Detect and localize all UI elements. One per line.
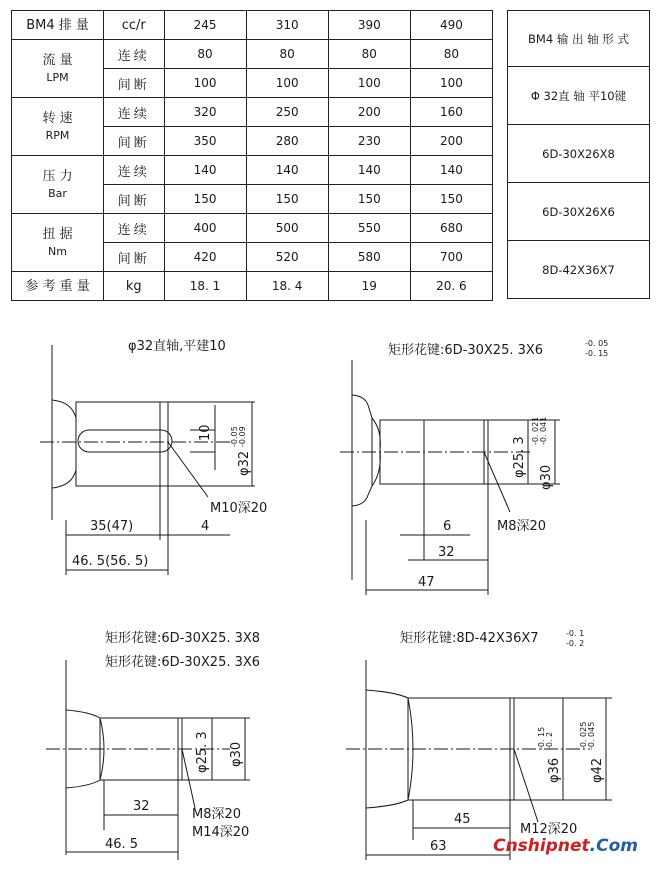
- shaft-option: 8D-42X36X7: [508, 241, 650, 299]
- table-cell: 500: [246, 214, 328, 243]
- row-sub-label: 连续: [104, 214, 164, 243]
- tolerance-label: -0. 2: [545, 731, 554, 750]
- dimension-label: 63: [430, 839, 447, 854]
- drawing-title: 矩形花键:6D-30X25. 3X8: [105, 631, 261, 646]
- table-cell: 150: [410, 185, 492, 214]
- table-cell: 680: [410, 214, 492, 243]
- table-cell: 140: [328, 156, 410, 185]
- table-cell: 310: [246, 11, 328, 40]
- shaft-option: 6D-30X26X6: [508, 183, 650, 241]
- tolerance-label: -0.05: [230, 426, 239, 447]
- table-cell: 140: [246, 156, 328, 185]
- table-cell: 160: [410, 98, 492, 127]
- row-sub-label: 间断: [104, 127, 164, 156]
- group-unit: Bar: [48, 186, 67, 200]
- table-cell: 550: [328, 214, 410, 243]
- table-cell: 140: [164, 156, 246, 185]
- drawing-title: φ32直轴,平建10: [128, 339, 226, 354]
- drawing-title: 矩形花键:8D-42X36X7: [400, 631, 539, 646]
- tolerance-label: -0. 021: [531, 416, 540, 445]
- dimension-label: 32: [133, 799, 150, 814]
- tolerance-label: -0. 045: [587, 721, 596, 750]
- table-cell: 80: [410, 40, 492, 69]
- dimension-label: 4: [201, 519, 210, 534]
- dimension-label: 45: [454, 812, 471, 827]
- table-cell: 18. 1: [164, 272, 246, 301]
- watermark: [493, 836, 638, 856]
- dimension-label: 46. 5: [105, 837, 139, 852]
- watermark-part: Cnshipnet: [493, 836, 590, 856]
- table-cell: 320: [164, 98, 246, 127]
- table-cell: 420: [164, 243, 246, 272]
- tolerance-label: -0. 15: [585, 349, 609, 358]
- table-cell: 100: [246, 69, 328, 98]
- drawing-spline-6d-25: [340, 339, 608, 595]
- drawing-straight-shaft: [40, 338, 267, 575]
- drawing-spline-6d-30: [46, 630, 260, 860]
- weight-unit: kg: [104, 272, 164, 301]
- tolerance-label: -0. 05: [585, 339, 609, 348]
- thread-label: M8深20: [497, 519, 547, 534]
- table-cell: 80: [246, 40, 328, 69]
- row-sub-label: 连续: [104, 156, 164, 185]
- row-sub-label: 连续: [104, 98, 164, 127]
- diameter-label: φ25. 3: [195, 731, 210, 773]
- tolerance-label: -0. 041: [539, 416, 548, 445]
- table-cell: 490: [410, 11, 492, 40]
- group-name: 压 力: [42, 168, 73, 184]
- row-sub-label: 间断: [104, 243, 164, 272]
- table-cell: 100: [410, 69, 492, 98]
- table-cell: 150: [246, 185, 328, 214]
- row-sub-label: 连续: [104, 40, 164, 69]
- shaft-table-title: BM4 输 出 轴 形 式: [508, 11, 650, 67]
- table-cell: 200: [410, 127, 492, 156]
- tolerance-label: -0.09: [238, 426, 247, 447]
- header-unit: cc/r: [104, 11, 164, 40]
- dimension-label: 6: [443, 519, 452, 534]
- diameter-label: φ25. 3: [512, 436, 527, 478]
- diameter-label: φ42: [590, 757, 605, 783]
- thread-label: M12深20: [520, 822, 578, 837]
- watermark-part: .Com: [589, 836, 638, 856]
- tolerance-label: -0. 2: [566, 639, 585, 648]
- table-cell: 18. 4: [246, 272, 328, 301]
- table-cell: 100: [328, 69, 410, 98]
- drawing-title: 矩形花键:6D-30X25. 3X6: [388, 343, 544, 358]
- weight-label: 参 考 重 量: [12, 272, 104, 301]
- group-unit: RPM: [45, 128, 70, 142]
- table-cell: 150: [328, 185, 410, 214]
- table-cell: 400: [164, 214, 246, 243]
- table-cell: 245: [164, 11, 246, 40]
- table-cell: 350: [164, 127, 246, 156]
- table-cell: 200: [328, 98, 410, 127]
- group-name: 流 量: [42, 52, 73, 68]
- table-cell: 140: [410, 156, 492, 185]
- dimension-label: 47: [418, 575, 435, 590]
- dimension-label: 10: [198, 424, 213, 441]
- tolerance-label: -0. 1: [566, 629, 585, 638]
- table-cell: 19: [328, 272, 410, 301]
- table-cell: 80: [328, 40, 410, 69]
- table-cell: 700: [410, 243, 492, 272]
- dimension-label: 46. 5(56. 5): [72, 554, 149, 569]
- shaft-option: 6D-30X26X8: [508, 125, 650, 183]
- row-sub-label: 间断: [104, 185, 164, 214]
- table-cell: 280: [246, 127, 328, 156]
- dimension-label: 35(47): [90, 519, 134, 534]
- group-name: 扭 据: [42, 226, 73, 242]
- group-unit: Nm: [48, 244, 67, 258]
- table-cell: 520: [246, 243, 328, 272]
- tolerance-label: -0. 025: [579, 721, 588, 750]
- group-name: 转 速: [42, 110, 73, 126]
- table-cell: 250: [246, 98, 328, 127]
- table-cell: 80: [164, 40, 246, 69]
- table-cell: 230: [328, 127, 410, 156]
- drawing-title: 矩形花键:6D-30X25. 3X6: [105, 655, 261, 670]
- thread-label: M14深20: [192, 825, 250, 840]
- table-cell: 150: [164, 185, 246, 214]
- row-sub-label: 间断: [104, 69, 164, 98]
- dimension-label: 32: [438, 545, 455, 560]
- table-cell: 100: [164, 69, 246, 98]
- header-label: BM4 排 量: [12, 11, 104, 40]
- diameter-label: φ30: [539, 464, 554, 490]
- drawing-spline-8d: [346, 629, 612, 860]
- thread-label: M10深20: [210, 501, 268, 516]
- table-cell: 580: [328, 243, 410, 272]
- table-cell: 20. 6: [410, 272, 492, 301]
- diameter-label: φ36: [547, 757, 562, 783]
- table-cell: 390: [328, 11, 410, 40]
- thread-label: M8深20: [192, 807, 242, 822]
- diameter-label: φ32: [237, 450, 252, 476]
- tolerance-label: -0. 15: [537, 726, 546, 750]
- shaft-option: Φ 32直 轴 平10键: [508, 67, 650, 125]
- diameter-label: φ30: [229, 741, 244, 767]
- group-unit: LPM: [46, 70, 69, 84]
